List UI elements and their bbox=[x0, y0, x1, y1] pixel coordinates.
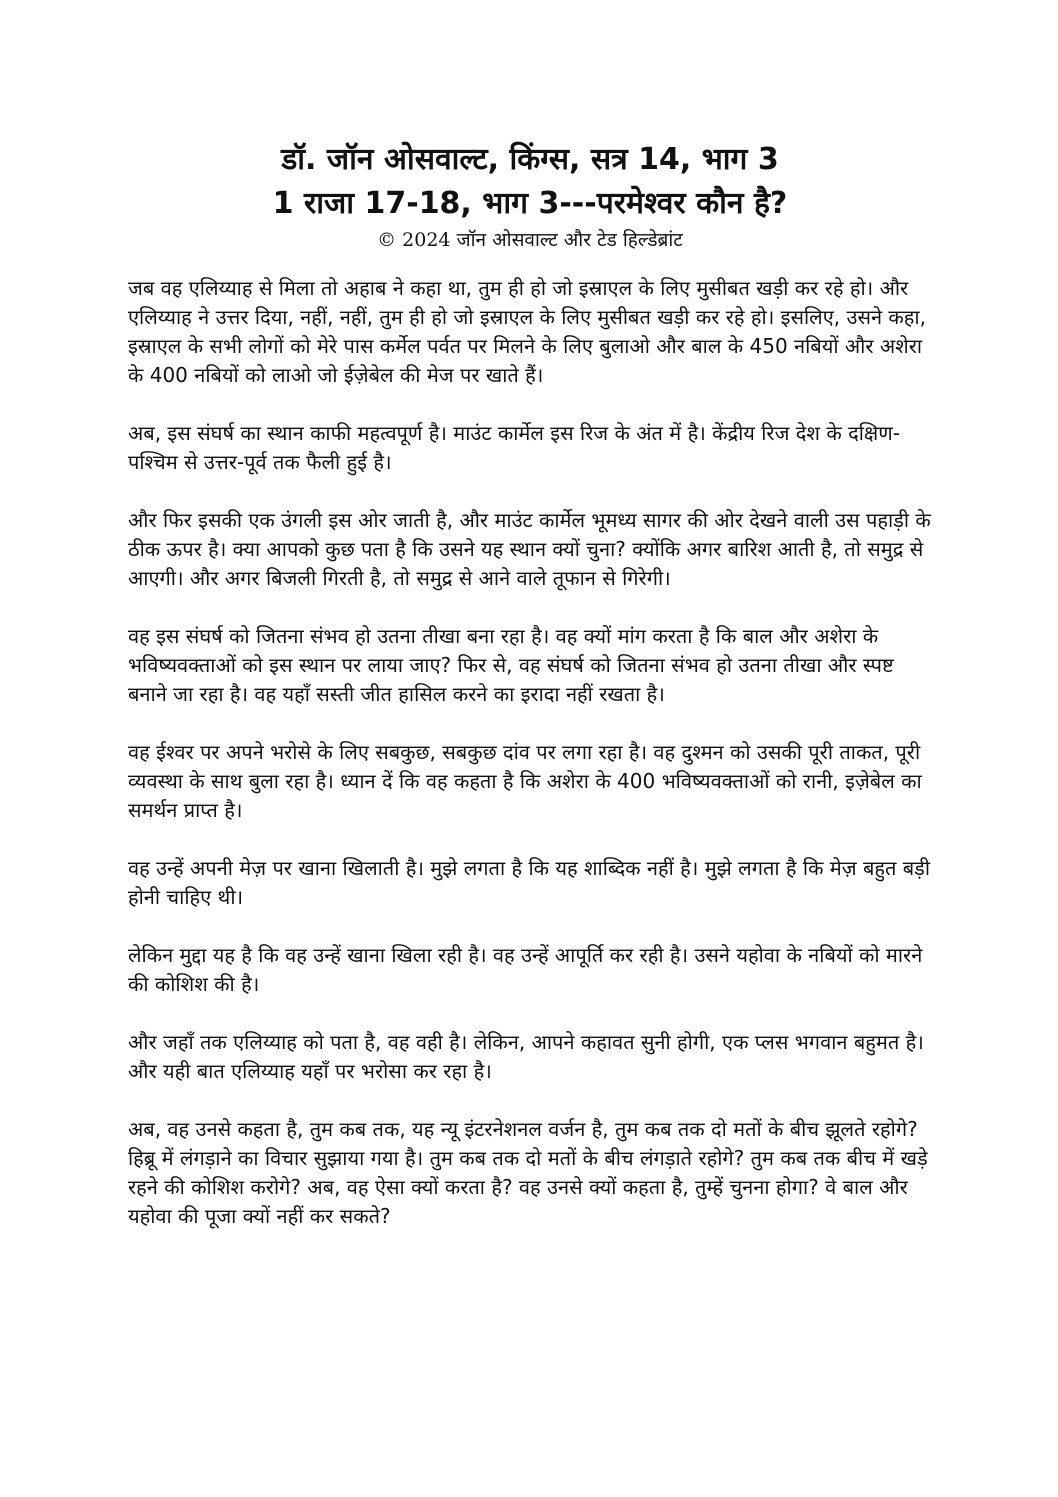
paragraph-8: और जहाँ तक एलिय्याह को पता है, वह वही है। लेकिन, आपने कहावत सुनी होगी, एक प्लस भगवान बहुमत है। और यही बात एलिय्याह यहाँ पर भरोसा कर रहा है। bbox=[128, 1030, 924, 1083]
document-body bbox=[128, 274, 932, 1231]
paragraph-5: वह ईश्वर पर अपने भरोसे के लिए सबकुछ, सबकुछ दांव पर लगा रहा है। वह दुश्मन को उसकी पूरी ताकत, पूरी व्यवस्था के साथ बुला रहा है। ध्यान दें कि वह कहता है कि अशेरा के 400 भविष्यवक्ताओं को रानी, इज़ेबेल का समर्थन प्राप्त है। bbox=[128, 740, 922, 822]
document-header bbox=[128, 138, 932, 254]
paragraph-7: लेकिन मुद्दा यह है कि वह उन्हें खाना खिला रही है। वह उन्हें आपूर्ति कर रही है। उसने यहोवा के नबियों को मारने की कोशिश की है। bbox=[128, 943, 923, 996]
paragraph-3: और फिर इसकी एक उंगली इस ओर जाती है, और माउंट कार्मेल भूमध्य सागर की ओर देखने वाली उस पहाड़ी के ठीक ऊपर है। क्या आपको कुछ पता है कि उसने यह स्थान क्यों चुना? क्योंकि अगर बारिश आती है, तो समुद्र से आएगी। और अगर बिजली गिरती है, तो समुद्र से आने वाले तूफान से गिरेगी। bbox=[128, 508, 931, 590]
paragraph-2: अब, इस संघर्ष का स्थान काफी महत्वपूर्ण है। माउंट कार्मेल इस रिज के अंत में है। केंद्रीय रिज देश के दक्षिण-पश्चिम से उत्तर-पूर्व तक फैली हुई है। bbox=[128, 421, 900, 474]
paragraph-9: अब, वह उनसे कहता है, तुम कब तक, यह न्यू इंटरनेशनल वर्जन है, तुम कब तक दो मतों के बीच झूलते रहोगे? हिब्रू में लंगड़ाने का विचार सुझाया गया है। तुम कब तक दो मतों के बीच लंगड़ाते रहोगे? तुम कब तक बीच में खड़े रहने की कोशिश करोगे? अब, वह ऐसा क्यों करता है? वह उनसे क्यों कहता है, तुम्हें चुनना होगा? वे बाल और यहोवा की पूजा क्यों नहीं कर सकते? bbox=[128, 1117, 928, 1228]
paragraph-1: जब वह एलिय्याह से मिला तो अहाब ने कहा था, तुम ही हो जो इस्राएल के लिए मुसीबत खड़ी कर रहे हो। और एलिय्याह ने उत्तर दिया, नहीं, नहीं, तुम ही हो जो इस्राएल के लिए मुसीबत खड़ी कर रहे हो। इसलिए, उसने कहा, इस्राएल के सभी लोगों को मेरे पास कर्मेल पर्वत पर मिलने के लिए बुलाओ और बाल के 450 नबियों और अशेरा के 400 नबियों को लाओ जो ईज़ेबेल की मेज पर खाते हैं। bbox=[128, 276, 926, 387]
paragraph-6: वह उन्हें अपनी मेज़ पर खाना खिलाती है। मुझे लगता है कि यह शाब्दिक नहीं है। मुझे लगता है कि मेज़ बहुत बड़ी होनी चाहिए थी। bbox=[128, 856, 931, 909]
copyright-line: © 2024 जॉन ओसवाल्ट और टेड हिल्डेब्रांट bbox=[377, 229, 683, 251]
title-line-1: डॉ. जॉन ओसवाल्ट, किंग्स, सत्र 14, भाग 3 bbox=[281, 142, 779, 177]
title-line-2: 1 राजा 17-18, भाग 3---परमेश्वर कौन है? bbox=[272, 186, 788, 221]
paragraph-4: वह इस संघर्ष को जितना संभव हो उतना तीखा बना रहा है। वह क्यों मांग करता है कि बाल और अशेरा के भविष्यवक्ताओं को इस स्थान पर लाया जाए? फिर से, वह संघर्ष को जितना संभव हो उतना तीखा और स्पष्ट बनाने जा रहा है। वह यहाँ सस्ती जीत हासिल करने का इरादा नहीं रखता है। bbox=[128, 624, 894, 706]
